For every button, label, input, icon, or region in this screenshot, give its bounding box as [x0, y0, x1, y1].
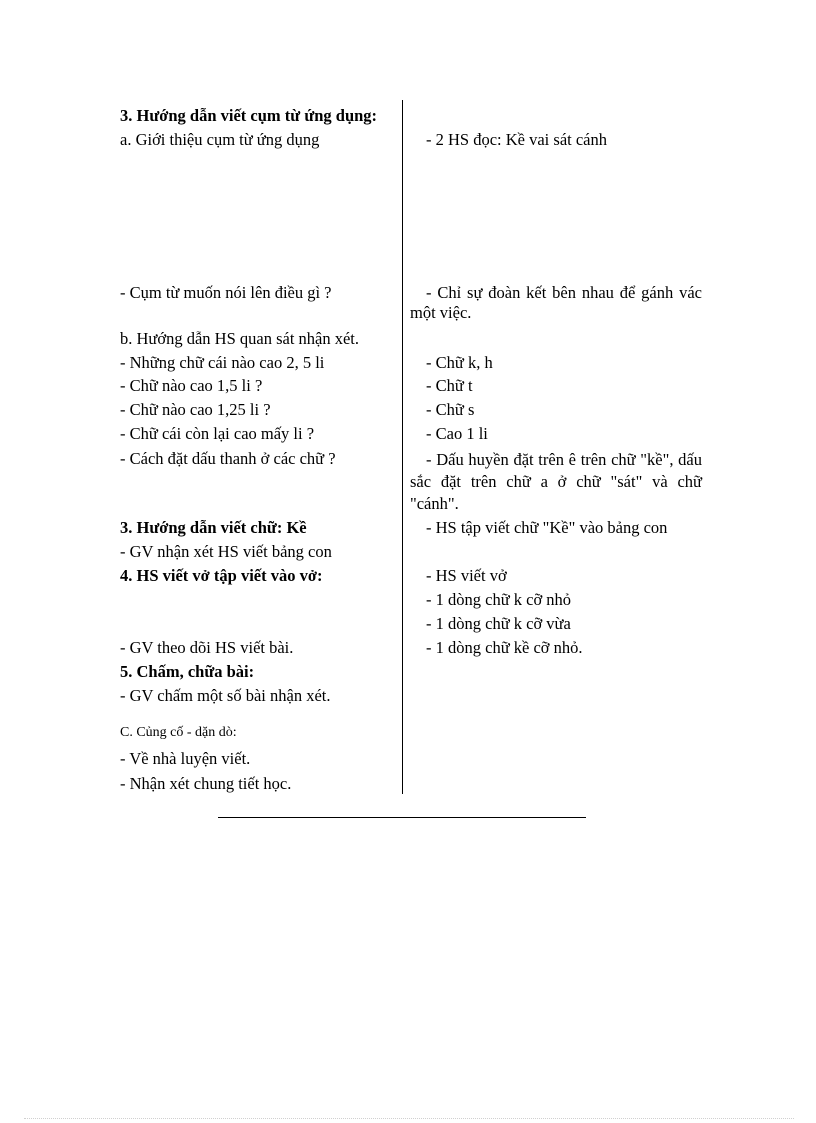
left-line-tall-letters: - Những chữ cái nào cao 2, 5 li — [120, 353, 325, 372]
left-line-board-review: - GV nhận xét HS viết bảng con — [120, 542, 332, 561]
left-line-monitor: - GV theo dõi HS viết bài. — [120, 638, 294, 657]
right-line-1li: - Cao 1 li — [426, 424, 488, 443]
right-line-ke-small: - 1 dòng chữ kề cỡ nhỏ. — [426, 638, 583, 657]
heading-wrap-up: C. Củng cố - dặn dò: — [120, 725, 237, 740]
page-bottom-dots — [24, 1118, 794, 1119]
right-line-kh: - Chữ k, h — [426, 353, 493, 372]
column-divider — [402, 100, 403, 794]
left-line-summary: - Nhận xét chung tiết học. — [120, 774, 292, 793]
left-line-homework: - Về nhà luyện viết. — [120, 749, 251, 768]
right-line-k-small: - 1 dòng chữ k cỡ nhỏ — [426, 590, 572, 609]
heading-grading: 5. Chấm, chữa bài: — [120, 662, 255, 681]
left-line-intro: a. Giới thiệu cụm từ ứng dụng — [120, 130, 320, 149]
heading-notebook-writing: 4. HS viết vở tập viết vào vở: — [120, 566, 323, 585]
right-line-read-phrase: - 2 HS đọc: Kề vai sát cánh — [426, 130, 607, 149]
left-line-meaning-question: - Cụm từ muốn nói lên điều gì ? — [120, 283, 332, 302]
left-line-letter-125: - Chữ nào cao 1,25 li ? — [120, 400, 271, 419]
left-line-observe: b. Hướng dẫn HS quan sát nhận xét. — [120, 329, 360, 348]
left-line-grading: - GV chấm một số bài nhận xét. — [120, 686, 331, 705]
right-line-s: - Chữ s — [426, 400, 475, 419]
right-line-tone-answer: - Dấu huyền đặt trên ê trên chữ "kề", dấu sắc đặt trên chữ a ở chữ "sát" và chữ "cánh". — [410, 450, 702, 513]
left-line-tone-marks: - Cách đặt dấu thanh ở các chữ ? — [120, 449, 336, 468]
right-line-t: - Chữ t — [426, 376, 473, 395]
left-line-remaining-letters: - Chữ cái còn lại cao mấy li ? — [120, 424, 315, 443]
heading-phrase-guide: 3. Hướng dẫn viết cụm từ ứng dụng: — [120, 106, 378, 125]
heading-letter-guide: 3. Hướng dẫn viết chữ: Kề — [120, 518, 307, 537]
left-line-letter-15: - Chữ nào cao 1,5 li ? — [120, 376, 263, 395]
right-line-notebook: - HS viết vở — [426, 566, 507, 585]
right-line-k-medium: - 1 dòng chữ k cỡ vừa — [426, 614, 571, 633]
right-line-meaning-answer: - Chỉ sự đoàn kết bên nhau để gánh vác một việc. — [410, 283, 702, 322]
end-rule — [218, 817, 586, 818]
right-line-board-practice: - HS tập viết chữ "Kề" vào bảng con — [426, 518, 668, 537]
